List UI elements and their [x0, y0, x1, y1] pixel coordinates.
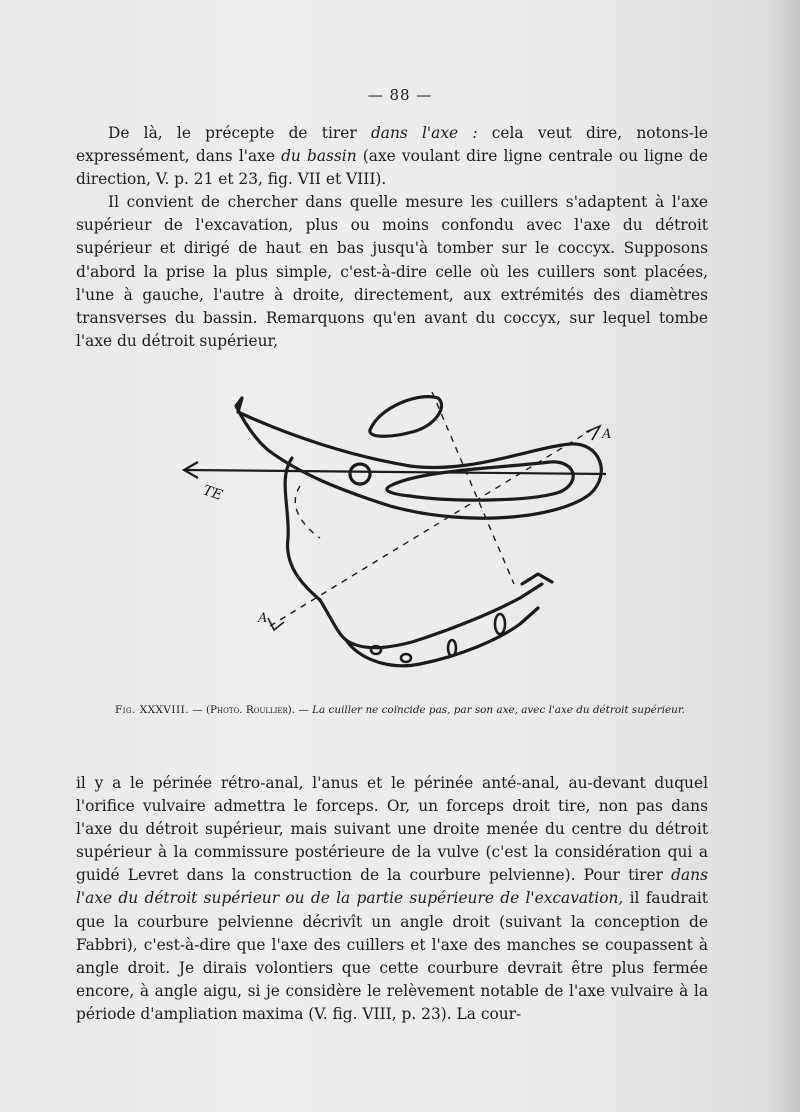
- dashed-axis-1: [270, 426, 598, 626]
- upper-oval: [370, 397, 442, 437]
- paragraph-3: [76, 772, 708, 1026]
- lower-blade: [346, 608, 538, 666]
- link-3: [448, 640, 456, 656]
- blade-rivet: [350, 464, 370, 484]
- paragraph-2: Il convient de chercher dans quelle mesure les cuillers s'adaptent à l'axe supérieur de l'excavation, plus ou moins confondu avec l'axe du détroit supérieur et dirigé de haut en bas jusqu'à tomber sur le coccyx. Supposons d'abord la prise la plus simple, c'est-à-dire celle où les cuillers sont placées, l'une à gauche, l'autre à droite, directement, aux extrémités des diamètres transverses du bassin. Remarquons qu'en avant du coccyx, sur lequel tombe l'axe du détroit supérieur,: [76, 193, 708, 350]
- p1-seg-2: cela veut dire, notons-le expressément, dans l'axe: [76, 124, 708, 166]
- page-edge-shadow: [772, 0, 800, 1112]
- top-right-arrow: [586, 426, 600, 440]
- figure: [150, 378, 650, 698]
- page-number: — 88 —: [367, 86, 433, 104]
- bottom-left-arrow: [268, 618, 284, 630]
- horizontal-axis: [186, 470, 606, 474]
- label-a-bottom: A: [258, 611, 268, 626]
- figure-caption: [100, 704, 700, 717]
- dashed-curve: [295, 486, 320, 538]
- p1-seg-1: dans l'axe :: [370, 124, 478, 142]
- caption-text: La cuiller ne coïncide pas, par son axe, avec l'axe du détroit supérieur.: [312, 704, 685, 716]
- caption-fig-label: Fig. XXXVIII.: [115, 704, 189, 716]
- link-2: [401, 654, 411, 662]
- p3-seg-2: il faudrait que la courbure pelvienne décrivît un angle droit (suivant la conception de Fabbri), c'est-à-dire que l'axe des cuillers et l'axe des manches se coupassent à angle droit. Je dirais volontiers que cette courbure devrait être plus fermée encore, à angle aigu, si je considère le relèvement notable de l'axe vulvaire à la période d'ampliation maxima (V. fig. VIII, p. 23). La cour-: [76, 889, 708, 1023]
- p1-seg-3: du bassin: [281, 147, 357, 166]
- caption-photo-credit: — (Photo. Roullier). —: [189, 704, 313, 716]
- p1-seg-0: De là, le précepte de tirer: [108, 124, 371, 142]
- top-text-block: [76, 122, 708, 353]
- bottom-text-block: [76, 772, 708, 1026]
- label-te: TE: [200, 482, 225, 504]
- hook: [522, 574, 552, 584]
- p3-seg-0: il y a le périnée rétro-anal, l'anus et le périnée anté-anal, au-devant duquel l'orifice vulvaire admettra le forceps. Or, un forceps droit tire, non pas dans l'axe du détroit supérieur, mais suivant une droite menée du centre du détroit supérieur à la commissure postérieure de la vulve (c'est la considération qui a guidé Levret dans la construction de la courbure pelvienne). Pour tirer: [76, 774, 708, 885]
- link-4: [495, 614, 505, 634]
- forceps-diagram: [150, 378, 650, 698]
- p3-seg-1: dans l'axe du détroit supérieur ou de la partie supérieure de l'excavation,: [76, 866, 708, 908]
- dashed-axis-2: [432, 392, 514, 584]
- paragraph-1: [76, 122, 708, 191]
- p1-seg-4: (axe voulant dire ligne centrale ou ligne de direction, V. p. 21 et 23, fig. VII et VIII).: [76, 147, 708, 189]
- label-a-right: A: [602, 427, 612, 442]
- link-1: [371, 646, 381, 654]
